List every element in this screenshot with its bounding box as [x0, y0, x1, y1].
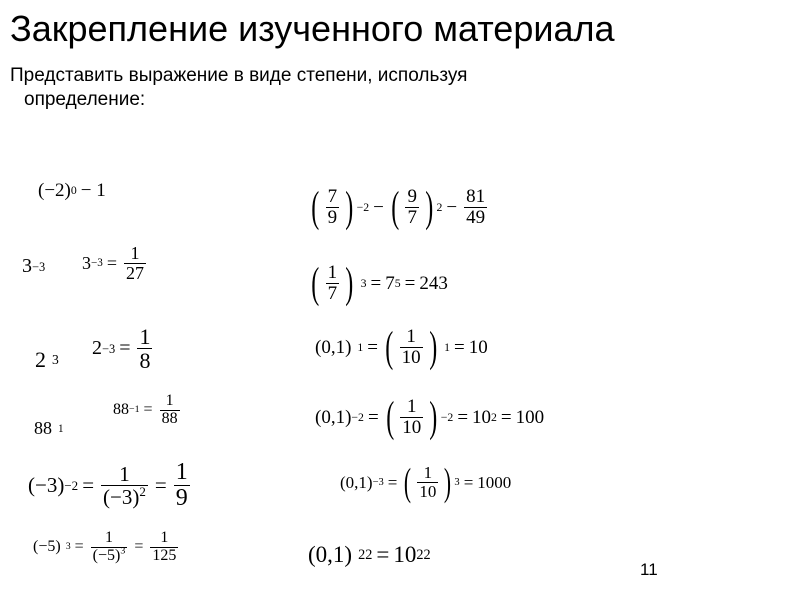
task-left-4: 88 1 [34, 418, 64, 438]
expr-right-3: (0,1) 1 = ( $\frac{1}{10}$ ) 1 = 10 [315, 323, 488, 371]
e4-lhs-base: 88 [113, 401, 129, 419]
e1-base: (−2) [38, 180, 71, 201]
e6-fraction-1: $\frac{1}{(-5)^3}$ [92, 529, 126, 564]
subtitle-line-1: Представить выражение в виде степени, используя [10, 65, 468, 86]
expr-right-2: ( $\frac{1}{7}$ ) 3 = 7 5 = 243 [311, 259, 448, 307]
expr-right-5: (0,1) −3 = ( $\frac{1}{10}$ ) 3 = 1000 [340, 461, 512, 504]
e6-fraction-2: $\frac{1}{125}$ [152, 529, 177, 564]
e6-lhs-base: (−5) [33, 538, 61, 556]
expr-right-6: (0,1) 22 = 10 22 [308, 542, 431, 567]
subtitle-line-2: определение: [24, 89, 146, 110]
e2-fraction: $\frac{1}{27}$ [126, 243, 145, 283]
expr-left-4: 88 −1 = $\frac{1}{88}$ [113, 392, 178, 427]
expr-right-1: ( $\frac{7}{9}$ ) −2 − ( $\frac{9}{7}$ ) 2 − $\frac{81}{49}$ [311, 183, 486, 231]
e3-lhs-base: 2 [92, 337, 102, 360]
r2-result: 243 [419, 272, 448, 294]
expr-left-2: 3 −3 = $\frac{1}{27}$ [82, 243, 145, 283]
expr-left-1: (−2) 0 − 1 [38, 180, 106, 201]
e2-task-base: 3 [22, 255, 32, 277]
e5-fraction-2: $\frac{1}{9}$ [175, 459, 188, 512]
expr-right-4: (0,1) −2 = ( $\frac{1}{10}$ ) −2 = 10 2 = 100 [315, 393, 545, 441]
expr-left-5: (−3) −2 = $\frac{1}{(-3)^2}$ = $\frac{1}{9}$ [28, 459, 188, 512]
e2-lhs-base: 3 [82, 252, 91, 273]
e4-fraction: $\frac{1}{88}$ [161, 392, 178, 427]
r1-fraction-3: $\frac{81}{49}$ [466, 186, 486, 229]
expr-left-6: (−5) 3 = $\frac{1}{(-5)^3}$ = $\frac{1}{125}$ [33, 529, 177, 564]
slide-title: Закрепление изученного материала [10, 8, 615, 49]
slide-subtitle [10, 64, 630, 112]
e5-lhs-base: (−3) [28, 473, 65, 498]
expr-left-3: 2 −3 = $\frac{1}{8}$ [92, 324, 151, 374]
e3-fraction: $\frac{1}{8}$ [139, 324, 151, 374]
page-number: 11 [640, 560, 658, 579]
e1-rhs: − 1 [80, 180, 106, 201]
e3-task-base: 2 [35, 347, 46, 372]
e4-task-base: 88 [34, 418, 52, 438]
task-left-3: 2 3 [35, 347, 59, 372]
task-left-2: 3 −3 [22, 255, 46, 277]
e5-fraction-1: $\frac{1}{(-3)^2}$ [103, 462, 146, 510]
